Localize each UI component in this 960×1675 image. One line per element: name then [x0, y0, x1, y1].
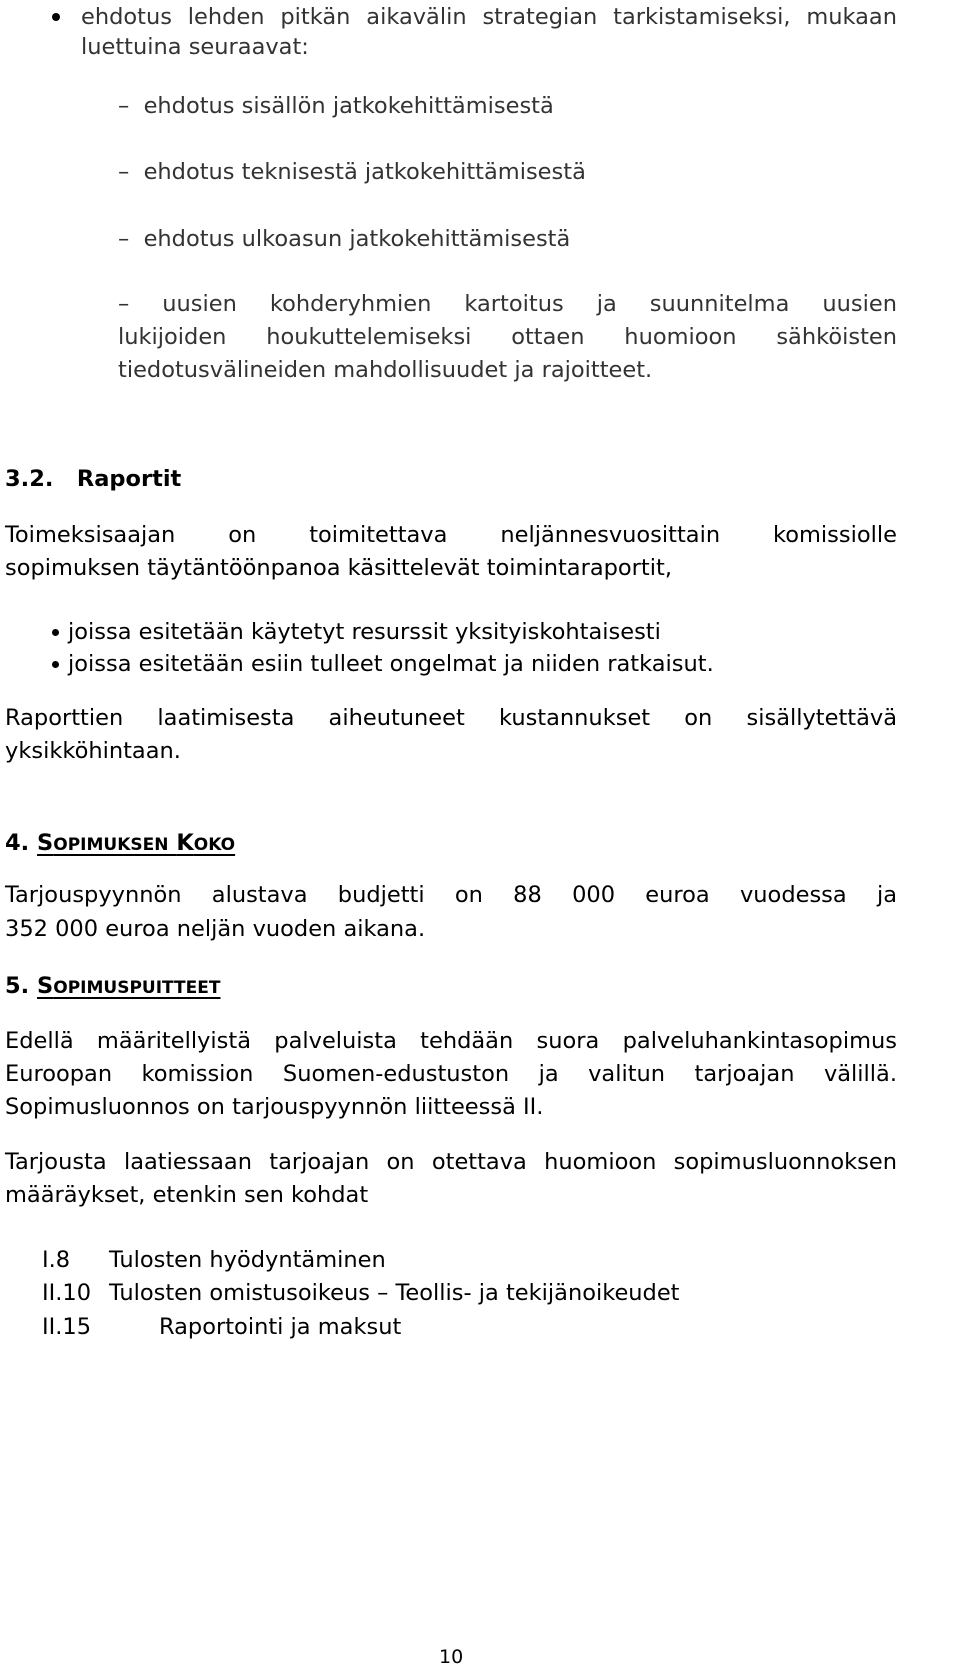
section-number: 5. — [5, 973, 30, 999]
paragraph-line: Edellä määritellyistä palveluista tehdään suora palveluhankintasopimus — [5, 1028, 897, 1054]
bullet-dot — [52, 629, 59, 636]
paragraph-line: määräykset, etenkin sen kohdat — [5, 1182, 369, 1208]
section-title — [37, 830, 235, 856]
paragraph-line: 352 000 euroa neljän vuoden aikana. — [5, 916, 426, 942]
section-heading — [5, 462, 181, 497]
section-heading — [5, 969, 220, 1006]
title-rest: OPIMUSPUITTEET — [53, 978, 221, 998]
dash-mark: – — [118, 226, 130, 252]
dash-item — [118, 222, 570, 257]
dash-item-text: ehdotus sisällön jatkokehittämisestä — [143, 93, 554, 119]
section-number: 4. — [5, 830, 30, 856]
section-heading — [5, 826, 235, 863]
bullet-dot — [52, 13, 60, 21]
clause-text: Raportointi ja maksut — [159, 1314, 402, 1340]
title-rest: OKO — [193, 835, 236, 855]
paragraph-line: yksikköhintaan. — [5, 738, 181, 764]
dash-mark: – — [118, 159, 130, 185]
dash-item-long-line1: – uusien kohderyhmien kartoitus ja suunnitelma uusien — [118, 291, 897, 317]
dash-item-long-line3: tiedotusvälineiden mahdollisuudet ja rajoitteet. — [118, 357, 653, 383]
dash-mark: – — [118, 93, 130, 119]
title-initial: S — [37, 830, 54, 856]
dash-item — [118, 89, 554, 124]
clause-text: Tulosten omistusoikeus – Teollis- ja tekijänoikeudet — [109, 1280, 680, 1306]
title-initial: K — [176, 830, 194, 856]
title-rest: OPIMUKSEN — [53, 835, 169, 855]
clause-text: Tulosten hyödyntäminen — [109, 1247, 386, 1273]
intro-bullet-line1: ehdotus lehden pitkän aikavälin strategian tarkistamiseksi, mukaan — [81, 4, 897, 30]
paragraph-line: Tarjouspyynnön alustava budjetti on 88 000 euroa vuodessa ja — [5, 882, 897, 908]
title-initial: S — [37, 973, 54, 999]
section-number: 3.2. — [5, 466, 54, 492]
clause-number: I.8 — [42, 1247, 71, 1273]
section-title — [37, 973, 220, 999]
dash-item-text: ehdotus teknisestä jatkokehittämisestä — [143, 159, 586, 185]
bullet-dot — [52, 661, 59, 668]
dash-item-text: ehdotus ulkoasun jatkokehittämisestä — [143, 226, 571, 252]
report-bullet: joissa esitetään käytetyt resurssit yksityiskohtaisesti — [68, 619, 661, 645]
intro-bullet-line2: luettuina seuraavat: — [81, 34, 309, 60]
clause-number: II.15 — [42, 1314, 92, 1340]
clause-number: II.10 — [42, 1280, 92, 1306]
dash-item — [118, 155, 586, 190]
paragraph-line: Euroopan komission Suomen-edustuston ja valitun tarjoajan välillä. — [5, 1061, 897, 1087]
dash-item-long-line2: lukijoiden houkuttelemiseksi ottaen huomioon sähköisten — [118, 324, 897, 350]
report-bullet: joissa esitetään esiin tulleet ongelmat ja niiden ratkaisut. — [68, 651, 714, 677]
paragraph-line: sopimuksen täytäntöönpanoa käsittelevät toimintaraportit, — [5, 555, 672, 581]
paragraph-line: Sopimusluonnos on tarjouspyynnön liitteessä II. — [5, 1094, 544, 1120]
paragraph-line: Toimeksisaajan on toimitettava neljännesvuosittain komissiolle — [5, 522, 897, 548]
section-title: Raportit — [76, 466, 182, 492]
paragraph-line: Raporttien laatimisesta aiheutuneet kustannukset on sisällytettävä — [5, 705, 897, 731]
paragraph-line: Tarjousta laatiessaan tarjoajan on otettava huomioon sopimusluonnoksen — [5, 1149, 897, 1175]
page-number: 10 — [439, 1646, 464, 1668]
